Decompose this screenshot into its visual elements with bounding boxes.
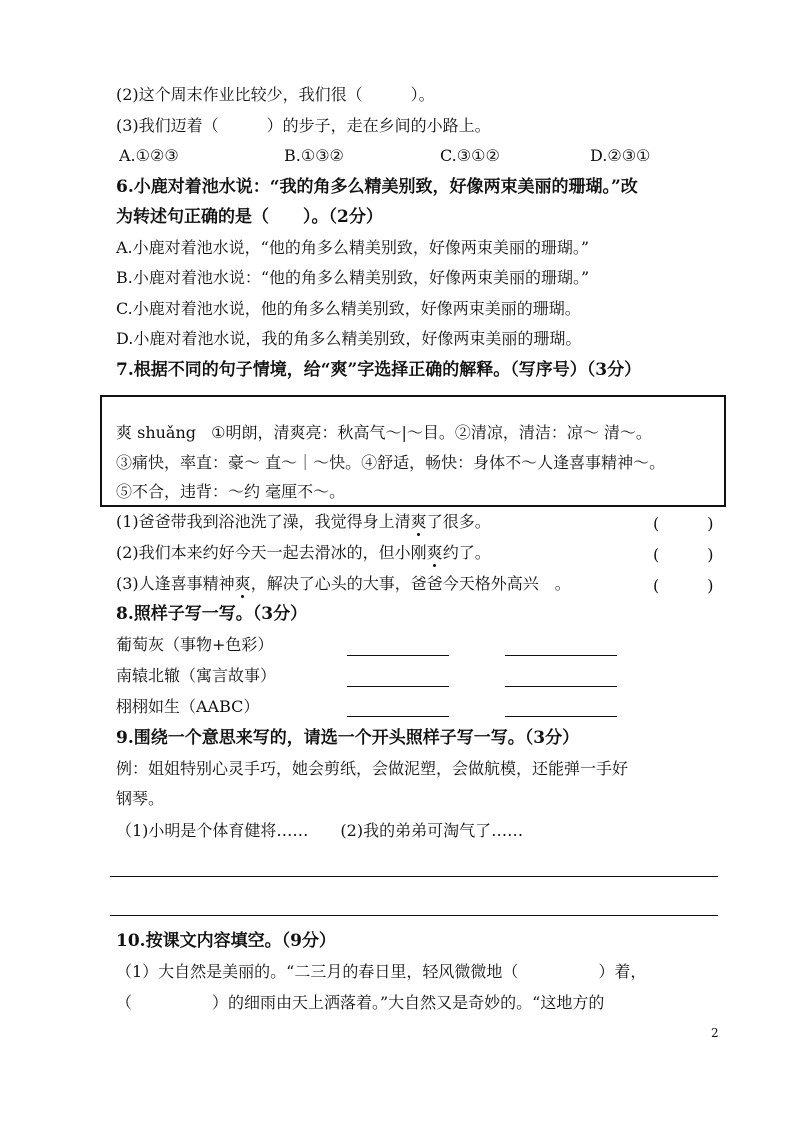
q7-item-2-mark: 爽 bbox=[426, 543, 443, 562]
q5-line-3: (3)我们迈着（ ）的步子，走在乡间的小路上。 bbox=[116, 116, 491, 135]
q9-answer-line-1[interactable] bbox=[110, 876, 718, 877]
definition-box bbox=[100, 395, 726, 507]
q8-row-3-blank-1[interactable] bbox=[347, 716, 449, 717]
q8-row-3: 栩栩如生（AABC） bbox=[116, 697, 260, 716]
definition-meanings-1: ①明朗，清爽亮：秋高气～|～目。②清凉，清洁：凉～ 清～。 bbox=[211, 423, 652, 442]
q9-example-line-2: 钢琴。 bbox=[116, 789, 165, 808]
q7-item-3-text-a: (3)人逢喜事精神 bbox=[116, 574, 235, 593]
q7-item-2-text-b: 约了。 bbox=[442, 543, 491, 562]
q5-line-2: (2)这个周末作业比较少，我们很（ ）。 bbox=[116, 85, 435, 104]
q6-option-c: C.小鹿对着池水说，他的角多么精美别致，好像两束美丽的珊瑚。 bbox=[116, 299, 581, 318]
q6-title-line-2: 为转述句正确的是（ ）。（2分） bbox=[116, 207, 383, 227]
page-number: 2 bbox=[711, 1026, 719, 1040]
q7-item-1-text-a: (1)爸爸带我到浴池洗了澡，我觉得身上清 bbox=[116, 512, 411, 531]
q9-answer-line-2[interactable] bbox=[110, 915, 718, 916]
q7-item-1-answer[interactable]: ( ) bbox=[653, 514, 714, 533]
q10-line-2: （ ）的细雨由天上洒落着。”大自然又是奇妙的。“这地方的 bbox=[116, 993, 605, 1012]
q5-option-b: B.①③② bbox=[284, 146, 344, 165]
q7-item-2-text-a: (2)我们本来约好今天一起去滑冰的，但小刚 bbox=[116, 543, 427, 562]
q8-row-1-blank-1[interactable] bbox=[347, 655, 449, 656]
q5-option-c: C.③①② bbox=[440, 146, 500, 165]
q10-line-1: （1）大自然是美丽的。“二三月的春日里，轻风微微地（ ）着， bbox=[116, 962, 647, 981]
q8-row-2-blank-2[interactable] bbox=[505, 686, 617, 687]
q8-row-1: 葡萄灰（事物+色彩） bbox=[116, 635, 274, 654]
q7-item-1 bbox=[116, 511, 491, 533]
q7-title: 7.根据不同的句子情境，给“爽”字选择正确的解释。（写序号）（3分） bbox=[116, 360, 642, 380]
q7-item-1-text-b: 了很多。 bbox=[426, 512, 491, 531]
q10-title: 10.按课文内容填空。（9分） bbox=[116, 931, 336, 951]
q7-item-2 bbox=[116, 542, 491, 564]
definition-pinyin: shuǎng bbox=[137, 423, 197, 442]
q6-option-a: A.小鹿对着池水说，“他的角多么精美别致，好像两束美丽的珊瑚。” bbox=[116, 238, 590, 257]
q8-title: 8.照样子写一写。（3分） bbox=[116, 604, 308, 624]
q7-item-1-mark: 爽 bbox=[410, 512, 427, 531]
definition-line-2: ③痛快，率直：豪～ 直～｜～快。④舒适，畅快：身体不～人逢喜事精神～。 bbox=[116, 453, 666, 472]
q5-option-d: D.②③① bbox=[590, 146, 651, 165]
q9-example-line-1: 例：姐姐特别心灵手巧，她会剪纸，会做泥塑，会做航模，还能弹一手好 bbox=[116, 759, 629, 778]
q7-item-3 bbox=[116, 573, 571, 595]
q6-option-b: B.小鹿对着池水说：“他的角多么精美别致，好像两束美丽的珊瑚。” bbox=[116, 268, 590, 287]
q8-row-2: 南辕北辙（寓言故事） bbox=[116, 666, 277, 685]
q8-row-2-blank-1[interactable] bbox=[347, 686, 449, 687]
q9-title: 9.围绕一个意思来写的，请选一个开头照样子写一写。（3分） bbox=[116, 728, 580, 748]
q5-option-a: A.①②③ bbox=[119, 146, 179, 165]
q8-row-3-blank-2[interactable] bbox=[505, 716, 617, 717]
q7-item-3-text-b: ，解决了心头的大事，爸爸今天格外高兴 。 bbox=[250, 574, 571, 593]
definition-char: 爽 bbox=[116, 423, 133, 442]
q9-choices: （1)小明是个体育健将…… (2)我的弟弟可淘气了…… bbox=[116, 821, 524, 840]
definition-line-3: ⑤不合，违背：～约 毫厘不～。 bbox=[116, 482, 346, 501]
q8-row-1-blank-2[interactable] bbox=[505, 655, 617, 656]
q6-title-line-1: 6.小鹿对着池水说：“我的角多么精美别致，好像两束美丽的珊瑚。”改 bbox=[116, 177, 638, 197]
q7-item-3-answer[interactable]: ( ) bbox=[653, 576, 714, 595]
definition-line-1 bbox=[116, 422, 652, 444]
q5-options bbox=[116, 145, 676, 167]
q6-option-d: D.小鹿对着池水说，我的角多么精美别致，好像两束美丽的珊瑚。 bbox=[116, 329, 582, 348]
q7-item-3-mark: 爽 bbox=[234, 574, 251, 593]
q7-item-2-answer[interactable]: ( ) bbox=[653, 545, 714, 564]
